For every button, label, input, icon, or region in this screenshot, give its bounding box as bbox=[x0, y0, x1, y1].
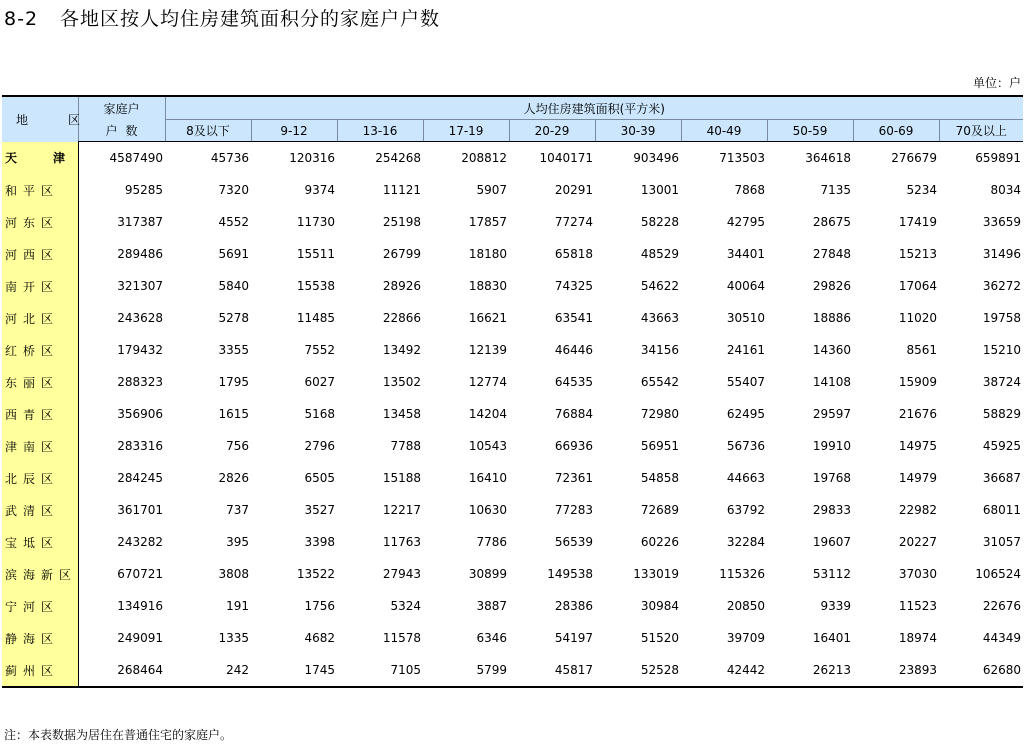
value-cell: 713503 bbox=[719, 151, 765, 165]
value-cell: 29826 bbox=[812, 279, 851, 293]
households-cell: 4587490 bbox=[109, 151, 163, 165]
footnote: 注：本表数据为居住在普通住宅的家庭户。 bbox=[4, 728, 233, 742]
value-cell: 5907 bbox=[476, 183, 507, 197]
value-cell: 659891 bbox=[975, 151, 1021, 165]
value-cell: 13001 bbox=[640, 183, 679, 197]
area-bin-header: 60-69 bbox=[853, 120, 939, 142]
value-cell: 903496 bbox=[633, 151, 679, 165]
table-row bbox=[2, 526, 1023, 558]
households-cell: 321307 bbox=[117, 279, 163, 293]
value-cell: 22982 bbox=[898, 503, 937, 517]
table-row bbox=[2, 302, 1023, 334]
region-cell: 红桥区 bbox=[2, 334, 78, 366]
value-cell: 191 bbox=[226, 599, 249, 613]
value-cell: 2796 bbox=[304, 439, 335, 453]
value-cell: 58228 bbox=[640, 215, 679, 229]
value-cell: 18180 bbox=[468, 247, 507, 261]
value-cell: 208812 bbox=[461, 151, 507, 165]
value-cell: 6027 bbox=[304, 375, 335, 389]
table-row bbox=[2, 142, 1023, 175]
area-bin-header: 8及以下 bbox=[165, 120, 251, 142]
value-cell: 737 bbox=[226, 503, 249, 517]
value-cell: 23893 bbox=[853, 654, 939, 687]
value-cell: 53112 bbox=[812, 567, 851, 581]
value-cell: 4552 bbox=[218, 215, 249, 229]
value-cell: 56736 bbox=[726, 439, 765, 453]
value-cell: 55407 bbox=[726, 375, 765, 389]
area-span-header: 人均住房建筑面积(平方米) bbox=[165, 96, 1023, 120]
value-cell: 17857 bbox=[468, 215, 507, 229]
region-cell: 宁河区 bbox=[2, 590, 78, 622]
value-cell: 77274 bbox=[554, 215, 593, 229]
value-cell: 14204 bbox=[468, 407, 507, 421]
value-cell: 24161 bbox=[726, 343, 765, 357]
value-cell: 28926 bbox=[382, 279, 421, 293]
region-cell: 西青区 bbox=[2, 398, 78, 430]
value-cell: 3887 bbox=[476, 599, 507, 613]
value-cell: 13492 bbox=[382, 343, 421, 357]
value-cell: 30984 bbox=[640, 599, 679, 613]
value-cell: 20850 bbox=[726, 599, 765, 613]
area-bin-header: 70及以上 bbox=[939, 120, 1023, 142]
region-cell: 滨海新区 bbox=[2, 558, 78, 590]
value-cell: 7786 bbox=[476, 535, 507, 549]
area-bin-header: 17-19 bbox=[423, 120, 509, 142]
households-cell: 134916 bbox=[117, 599, 163, 613]
value-cell: 45925 bbox=[982, 439, 1021, 453]
value-cell: 54858 bbox=[640, 471, 679, 485]
value-cell: 22866 bbox=[382, 311, 421, 325]
area-bin-header: 9-12 bbox=[251, 120, 337, 142]
table-row bbox=[2, 398, 1023, 430]
households-cell: 289486 bbox=[117, 247, 163, 261]
table-number: 8-2 bbox=[4, 8, 39, 30]
value-cell: 1615 bbox=[218, 407, 249, 421]
value-cell: 15210 bbox=[982, 343, 1021, 357]
value-cell: 11121 bbox=[382, 183, 421, 197]
value-cell: 28675 bbox=[812, 215, 851, 229]
region-cell: 武清区 bbox=[2, 494, 78, 526]
region-cell: 宝坻区 bbox=[2, 526, 78, 558]
value-cell: 39709 bbox=[726, 631, 765, 645]
value-cell: 18886 bbox=[812, 311, 851, 325]
value-cell: 8034 bbox=[990, 183, 1021, 197]
households-cell: 95285 bbox=[124, 183, 163, 197]
table-row bbox=[2, 238, 1023, 270]
region-cell: 津南区 bbox=[2, 430, 78, 462]
value-cell: 64535 bbox=[554, 375, 593, 389]
value-cell: 6505 bbox=[304, 471, 335, 485]
value-cell: 7320 bbox=[218, 183, 249, 197]
value-cell: 36687 bbox=[982, 471, 1021, 485]
value-cell: 3398 bbox=[304, 535, 335, 549]
table-row bbox=[2, 558, 1023, 590]
value-cell: 120316 bbox=[289, 151, 335, 165]
value-cell: 36272 bbox=[982, 279, 1021, 293]
value-cell: 17419 bbox=[898, 215, 937, 229]
value-cell: 1040171 bbox=[539, 151, 593, 165]
value-cell: 66936 bbox=[554, 439, 593, 453]
value-cell: 46446 bbox=[554, 343, 593, 357]
value-cell: 254268 bbox=[375, 151, 421, 165]
table-header bbox=[2, 96, 1023, 142]
value-cell: 14360 bbox=[812, 343, 851, 357]
value-cell: 1756 bbox=[304, 599, 335, 613]
value-cell: 11578 bbox=[382, 631, 421, 645]
households-cell: 356906 bbox=[117, 407, 163, 421]
value-cell: 18974 bbox=[898, 631, 937, 645]
value-cell: 3355 bbox=[218, 343, 249, 357]
value-cell: 11485 bbox=[296, 311, 335, 325]
value-cell: 11020 bbox=[898, 311, 937, 325]
value-cell: 2826 bbox=[218, 471, 249, 485]
value-cell: 364618 bbox=[805, 151, 851, 165]
area-bin-header: 50-59 bbox=[767, 120, 853, 142]
value-cell: 14108 bbox=[812, 375, 851, 389]
table-row bbox=[2, 366, 1023, 398]
households-cell: 268464 bbox=[78, 654, 165, 687]
value-cell: 15213 bbox=[898, 247, 937, 261]
value-cell: 34156 bbox=[640, 343, 679, 357]
value-cell: 149538 bbox=[547, 567, 593, 581]
value-cell: 45736 bbox=[210, 151, 249, 165]
table-row bbox=[2, 174, 1023, 206]
value-cell: 20227 bbox=[898, 535, 937, 549]
region-cell: 南开区 bbox=[2, 270, 78, 302]
value-cell: 38724 bbox=[982, 375, 1021, 389]
value-cell: 276679 bbox=[891, 151, 937, 165]
value-cell: 29833 bbox=[812, 503, 851, 517]
area-bin-header: 30-39 bbox=[595, 120, 681, 142]
value-cell: 5799 bbox=[423, 654, 509, 687]
region-cell: 东丽区 bbox=[2, 366, 78, 398]
value-cell: 21676 bbox=[898, 407, 937, 421]
households-cell: 179432 bbox=[117, 343, 163, 357]
value-cell: 30510 bbox=[726, 311, 765, 325]
value-cell: 30899 bbox=[468, 567, 507, 581]
value-cell: 27848 bbox=[812, 247, 851, 261]
value-cell: 37030 bbox=[898, 567, 937, 581]
value-cell: 62495 bbox=[726, 407, 765, 421]
table-title: 各地区按人均住房建筑面积分的家庭户户数 bbox=[60, 8, 441, 30]
households-cell: 283316 bbox=[117, 439, 163, 453]
value-cell: 7135 bbox=[820, 183, 851, 197]
value-cell: 63541 bbox=[554, 311, 593, 325]
value-cell: 5234 bbox=[906, 183, 937, 197]
value-cell: 7788 bbox=[390, 439, 421, 453]
value-cell: 7552 bbox=[304, 343, 335, 357]
value-cell: 5278 bbox=[218, 311, 249, 325]
value-cell: 43663 bbox=[640, 311, 679, 325]
value-cell: 44349 bbox=[982, 631, 1021, 645]
value-cell: 12139 bbox=[468, 343, 507, 357]
region-cell: 蓟州区 bbox=[2, 654, 78, 687]
households-header-bottom: 户数 bbox=[78, 120, 165, 142]
value-cell: 17064 bbox=[898, 279, 937, 293]
value-cell: 42795 bbox=[726, 215, 765, 229]
value-cell: 27943 bbox=[382, 567, 421, 581]
value-cell: 26799 bbox=[382, 247, 421, 261]
region-cell: 和平区 bbox=[2, 174, 78, 206]
value-cell: 15538 bbox=[296, 279, 335, 293]
value-cell: 32284 bbox=[726, 535, 765, 549]
value-cell: 77283 bbox=[554, 503, 593, 517]
value-cell: 106524 bbox=[975, 567, 1021, 581]
table-row bbox=[2, 622, 1023, 654]
value-cell: 3808 bbox=[218, 567, 249, 581]
value-cell: 19910 bbox=[812, 439, 851, 453]
value-cell: 68011 bbox=[982, 503, 1021, 517]
value-cell: 25198 bbox=[382, 215, 421, 229]
value-cell: 19758 bbox=[982, 311, 1021, 325]
value-cell: 15188 bbox=[382, 471, 421, 485]
value-cell: 12774 bbox=[468, 375, 507, 389]
value-cell: 11730 bbox=[296, 215, 335, 229]
value-cell: 26213 bbox=[767, 654, 853, 687]
page-title bbox=[4, 4, 440, 31]
value-cell: 31496 bbox=[982, 247, 1021, 261]
table-row bbox=[2, 206, 1023, 238]
value-cell: 44663 bbox=[726, 471, 765, 485]
region-cell: 河北区 bbox=[2, 302, 78, 334]
households-header-top: 家庭户 bbox=[78, 96, 165, 120]
value-cell: 4682 bbox=[304, 631, 335, 645]
region-column-header: 地 区 bbox=[2, 96, 78, 142]
value-cell: 72361 bbox=[554, 471, 593, 485]
households-cell: 317387 bbox=[117, 215, 163, 229]
value-cell: 11763 bbox=[382, 535, 421, 549]
value-cell: 76884 bbox=[554, 407, 593, 421]
value-cell: 51520 bbox=[640, 631, 679, 645]
region-cell: 北辰区 bbox=[2, 462, 78, 494]
value-cell: 56951 bbox=[640, 439, 679, 453]
value-cell: 34401 bbox=[726, 247, 765, 261]
unit-label: 单位：户 bbox=[972, 76, 1021, 90]
value-cell: 15909 bbox=[898, 375, 937, 389]
value-cell: 42442 bbox=[681, 654, 767, 687]
value-cell: 10630 bbox=[468, 503, 507, 517]
value-cell: 28386 bbox=[554, 599, 593, 613]
value-cell: 19607 bbox=[812, 535, 851, 549]
value-cell: 1335 bbox=[218, 631, 249, 645]
households-cell: 284245 bbox=[117, 471, 163, 485]
table-row bbox=[2, 494, 1023, 526]
value-cell: 33659 bbox=[982, 215, 1021, 229]
value-cell: 18830 bbox=[468, 279, 507, 293]
value-cell: 13502 bbox=[382, 375, 421, 389]
value-cell: 6346 bbox=[476, 631, 507, 645]
table-row bbox=[2, 334, 1023, 366]
value-cell: 72689 bbox=[640, 503, 679, 517]
area-bin-header: 20-29 bbox=[509, 120, 595, 142]
households-cell: 361701 bbox=[117, 503, 163, 517]
table-row bbox=[2, 462, 1023, 494]
value-cell: 16401 bbox=[812, 631, 851, 645]
value-cell: 12217 bbox=[382, 503, 421, 517]
value-cell: 13458 bbox=[382, 407, 421, 421]
value-cell: 65542 bbox=[640, 375, 679, 389]
table-body bbox=[2, 142, 1023, 688]
value-cell: 7105 bbox=[337, 654, 423, 687]
value-cell: 5691 bbox=[218, 247, 249, 261]
value-cell: 1795 bbox=[218, 375, 249, 389]
value-cell: 9339 bbox=[820, 599, 851, 613]
value-cell: 7868 bbox=[734, 183, 765, 197]
value-cell: 11523 bbox=[898, 599, 937, 613]
value-cell: 16410 bbox=[468, 471, 507, 485]
value-cell: 72980 bbox=[640, 407, 679, 421]
region-cell: 天津 bbox=[2, 142, 78, 175]
value-cell: 20291 bbox=[554, 183, 593, 197]
value-cell: 29597 bbox=[812, 407, 851, 421]
value-cell: 14975 bbox=[898, 439, 937, 453]
households-cell: 243282 bbox=[117, 535, 163, 549]
value-cell: 40064 bbox=[726, 279, 765, 293]
value-cell: 8561 bbox=[906, 343, 937, 357]
value-cell: 31057 bbox=[982, 535, 1021, 549]
value-cell: 756 bbox=[226, 439, 249, 453]
value-cell: 9374 bbox=[304, 183, 335, 197]
households-cell: 243628 bbox=[117, 311, 163, 325]
value-cell: 14979 bbox=[898, 471, 937, 485]
value-cell: 60226 bbox=[640, 535, 679, 549]
value-cell: 5168 bbox=[304, 407, 335, 421]
value-cell: 5324 bbox=[390, 599, 421, 613]
households-cell: 288323 bbox=[117, 375, 163, 389]
value-cell: 65818 bbox=[554, 247, 593, 261]
value-cell: 133019 bbox=[633, 567, 679, 581]
area-bin-header: 40-49 bbox=[681, 120, 767, 142]
table-row bbox=[2, 430, 1023, 462]
data-table bbox=[2, 95, 1023, 688]
value-cell: 74325 bbox=[554, 279, 593, 293]
value-cell: 58829 bbox=[982, 407, 1021, 421]
value-cell: 3527 bbox=[304, 503, 335, 517]
value-cell: 10543 bbox=[468, 439, 507, 453]
value-cell: 62680 bbox=[939, 654, 1023, 687]
value-cell: 115326 bbox=[719, 567, 765, 581]
value-cell: 63792 bbox=[726, 503, 765, 517]
area-bin-header: 13-16 bbox=[337, 120, 423, 142]
table-row bbox=[2, 590, 1023, 622]
value-cell: 56539 bbox=[554, 535, 593, 549]
region-cell: 静海区 bbox=[2, 622, 78, 654]
value-cell: 54622 bbox=[640, 279, 679, 293]
table-row bbox=[2, 270, 1023, 302]
households-cell: 670721 bbox=[117, 567, 163, 581]
value-cell: 5840 bbox=[218, 279, 249, 293]
value-cell: 395 bbox=[226, 535, 249, 549]
value-cell: 16621 bbox=[468, 311, 507, 325]
value-cell: 45817 bbox=[509, 654, 595, 687]
value-cell: 54197 bbox=[554, 631, 593, 645]
value-cell: 13522 bbox=[296, 567, 335, 581]
households-cell: 249091 bbox=[117, 631, 163, 645]
region-cell: 河东区 bbox=[2, 206, 78, 238]
value-cell: 48529 bbox=[640, 247, 679, 261]
value-cell: 19768 bbox=[812, 471, 851, 485]
value-cell: 52528 bbox=[595, 654, 681, 687]
value-cell: 15511 bbox=[296, 247, 335, 261]
table-row bbox=[2, 654, 1023, 687]
value-cell: 22676 bbox=[982, 599, 1021, 613]
region-cell: 河西区 bbox=[2, 238, 78, 270]
value-cell: 242 bbox=[165, 654, 251, 687]
value-cell: 1745 bbox=[251, 654, 337, 687]
